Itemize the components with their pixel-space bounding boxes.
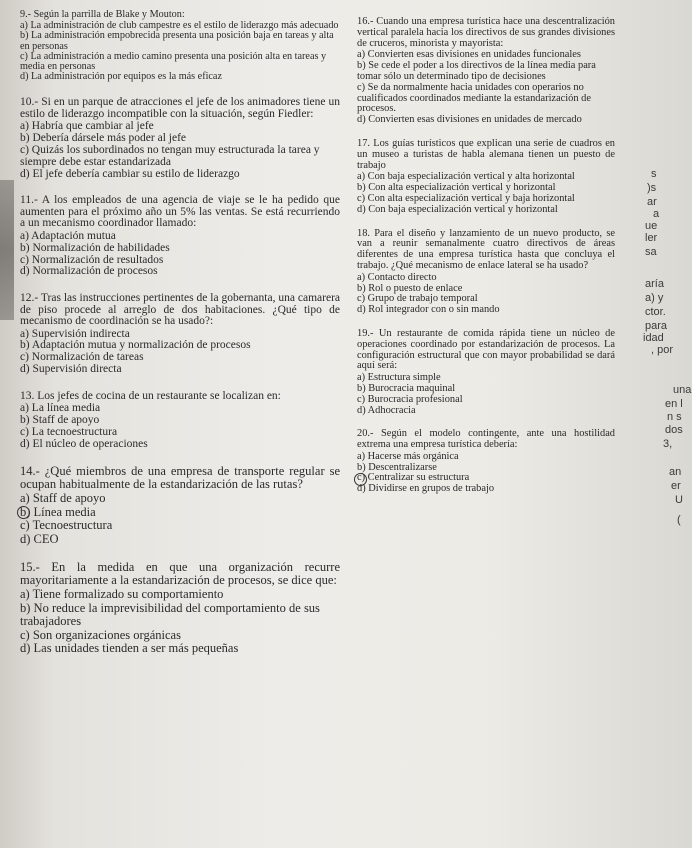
option-a: a) Estructura simple <box>357 372 441 384</box>
option-c-circled: c) Centralizar su estructura <box>357 473 615 484</box>
fragment: una <box>673 384 692 396</box>
fragment: a) y <box>645 292 664 304</box>
right-column <box>357 17 615 508</box>
option-a: a) Tiene formalizado su comportamiento <box>20 587 224 602</box>
question-11 <box>20 195 340 278</box>
fragment: an <box>669 466 682 478</box>
fragment: ar <box>647 196 657 208</box>
option-a: a) Habría que cambiar al jefe <box>20 120 154 133</box>
option-d: d) Convierten esas divisiones en unidades de mercado <box>357 114 582 126</box>
question-20 <box>357 429 615 495</box>
option-c: c) La administración a medio camino presenta una posición alta en tareas y media en personas <box>20 50 327 73</box>
question-stem: 12.- Tras las instrucciones pertinentes de la gobernanta, una camarera de piso procede al arreglo de dos habitaciones. ¿Qué tipo de mecanismo de coordinación se ha usado?: <box>20 292 340 328</box>
question-stem: 9.- Según la parrilla de Blake y Mouton: <box>20 9 185 20</box>
option-d: d) CEO <box>20 531 59 546</box>
question-12 <box>20 293 340 376</box>
option-d: d) El núcleo de operaciones <box>20 437 148 450</box>
option-a: a) Contacto directo <box>357 271 437 283</box>
option-c: c) Quizás los subordinados no tengan muy estructurada la tarea y siempre debe estar estandarizada <box>20 144 320 168</box>
fragment: )s <box>647 182 657 194</box>
fragment: ctor. <box>645 306 666 318</box>
question-13 <box>20 391 340 451</box>
fragment: dos <box>665 424 683 436</box>
fragment: a <box>653 208 660 220</box>
question-10 <box>20 97 340 180</box>
option-a: a) Convierten esas divisiones en unidades funcionales <box>357 49 581 61</box>
question-15 <box>20 561 340 656</box>
question-stem: 20.- Según el modelo contingente, ante una hostilidad extrema una empresa turística debería: <box>357 428 615 451</box>
question-16 <box>357 17 615 126</box>
option-b: b) No reduce la imprevisibilidad del comportamiento de sus trabajadores <box>20 600 320 629</box>
option-b: b) Staff de apoyo <box>20 414 100 427</box>
option-c: c) Normalización de tareas <box>20 351 144 364</box>
option-c: c) Con alta especialización vertical y baja horizontal <box>357 192 575 204</box>
fragment: er <box>671 480 681 492</box>
option-b: b) Normalización de habilidades <box>20 241 170 254</box>
option-c: c) Se da normalmente hacia unidades con operarios no cualificados coordinados mediante la estandarización de procesos. <box>357 81 591 115</box>
option-c: c) Tecnoestructura <box>20 518 113 533</box>
fragment: sa <box>645 246 657 258</box>
page-edge-shadow <box>0 180 14 320</box>
fragment: en l <box>665 398 683 410</box>
fragment: s <box>651 168 657 180</box>
question-stem: 19.- Un restaurante de comida rápida tiene un núcleo de operaciones coordinado por estandarización de procesos. La configuración estructural que con mayor probabilidad se dará aquí será: <box>357 327 615 372</box>
next-page-text-fragments <box>615 160 692 560</box>
question-stem: 11.- A los empleados de una agencia de viaje se le ha pedido que aumenten para el próximo año un 5% las ventas. Se está recurriendo a un mecanismo coordinador llamado: <box>20 194 340 230</box>
question-14 <box>20 465 340 546</box>
left-column <box>20 10 340 671</box>
question-18 <box>357 229 615 316</box>
question-stem: 18. Para el diseño y lanzamiento de un nuevo producto, se van a reunir semanalmente cuatro directivos de áreas diferentes de una empresa turística hasta que concluya el trabajo. ¿Qué mecanismo de enlace lateral se ha usado? <box>357 227 615 271</box>
fragment: aría <box>645 278 664 290</box>
option-b: b) Se cede el poder a los directivos de la línea media para tomar sólo un determinado tipo de decisiones <box>357 60 596 82</box>
option-a: a) Supervisión indirecta <box>20 327 130 340</box>
question-stem: 13. Los jefes de cocina de un restaurante se localizan en: <box>20 389 281 402</box>
option-d: d) Rol integrador con o sin mando <box>357 304 500 316</box>
option-a: a) Hacerse más orgánica <box>357 450 459 462</box>
option-d: d) El jefe debería cambiar su estilo de liderazgo <box>20 167 240 180</box>
option-c: c) La tecnoestructura <box>20 425 118 438</box>
question-19 <box>357 329 615 416</box>
question-stem: 17. Los guías turísticos que explican una serie de cuadros en un museo a turistas de habla alemana tienen un puesto de trabajo <box>357 137 615 171</box>
option-b: b) Debería dársele más poder al jefe <box>20 132 187 145</box>
question-stem: 14.- ¿Qué miembros de una empresa de transporte regular se ocupan habitualmente de la estandarización de las rutas? <box>20 464 340 492</box>
option-a: a) Adaptación mutua <box>20 229 116 242</box>
option-b: b) Descentralizarse <box>357 461 437 473</box>
option-d: d) La administración por equipos es la más eficaz <box>20 71 222 83</box>
option-c: c) Grupo de trabajo temporal <box>357 293 478 305</box>
fragment: n s <box>667 411 682 423</box>
fragment: U <box>675 494 683 506</box>
option-d: d) Adhocracia <box>357 404 416 416</box>
question-stem: 15.- En la medida en que una organización recurre mayoritariamente a la estandarización de procesos, se dice que: <box>20 560 340 588</box>
option-b: b) La administración empobrecida presenta una posición baja en tareas y alta en personas <box>20 30 334 52</box>
fragment: ( <box>677 514 681 526</box>
question-17 <box>357 139 615 216</box>
option-d: d) Supervisión directa <box>20 362 122 375</box>
fragment: 3, <box>663 438 673 450</box>
fragment: ue <box>645 220 658 232</box>
option-c: c) Normalización de resultados <box>20 253 164 266</box>
option-d: d) Dividirse en grupos de trabajo <box>357 483 495 495</box>
option-d: d) Las unidades tienden a ser más pequeñas <box>20 641 239 656</box>
question-9 <box>20 10 340 82</box>
option-b: b) Adaptación mutua y normalización de procesos <box>20 339 251 352</box>
option-d: d) Con baja especialización vertical y horizontal <box>357 203 558 215</box>
fragment: idad <box>643 332 664 344</box>
option-b: b) Rol o puesto de enlace <box>357 282 463 294</box>
option-c: c) Son organizaciones orgánicas <box>20 627 181 642</box>
fragment: ler <box>645 232 658 244</box>
option-a: a) La línea media <box>20 402 101 415</box>
option-b-circled: b) Línea media <box>20 506 340 520</box>
option-d: d) Normalización de procesos <box>20 265 158 278</box>
option-c: c) Burocracia profesional <box>357 393 463 405</box>
fragment: , por <box>651 344 674 356</box>
option-b: b) Burocracia maquinal <box>357 382 456 394</box>
option-b: b) Con alta especialización vertical y horizontal <box>357 182 556 194</box>
question-stem: 16.- Cuando una empresa turística hace una descentralización vertical paralela hacia los directivos de sus grandes divisiones de cruceros, minorista y mayorista: <box>357 16 615 49</box>
fragment: para <box>645 320 668 332</box>
option-a: a) Con baja especialización vertical y alta horizontal <box>357 171 575 183</box>
option-a: a) La administración de club campestre es el estilo de liderazgo más adecuado <box>20 20 339 32</box>
question-stem: 10.- Si en un parque de atracciones el jefe de los animadores tiene un estilo de liderazgo incompatible con la situación, según Fiedler: <box>20 96 340 120</box>
option-a: a) Staff de apoyo <box>20 491 106 506</box>
